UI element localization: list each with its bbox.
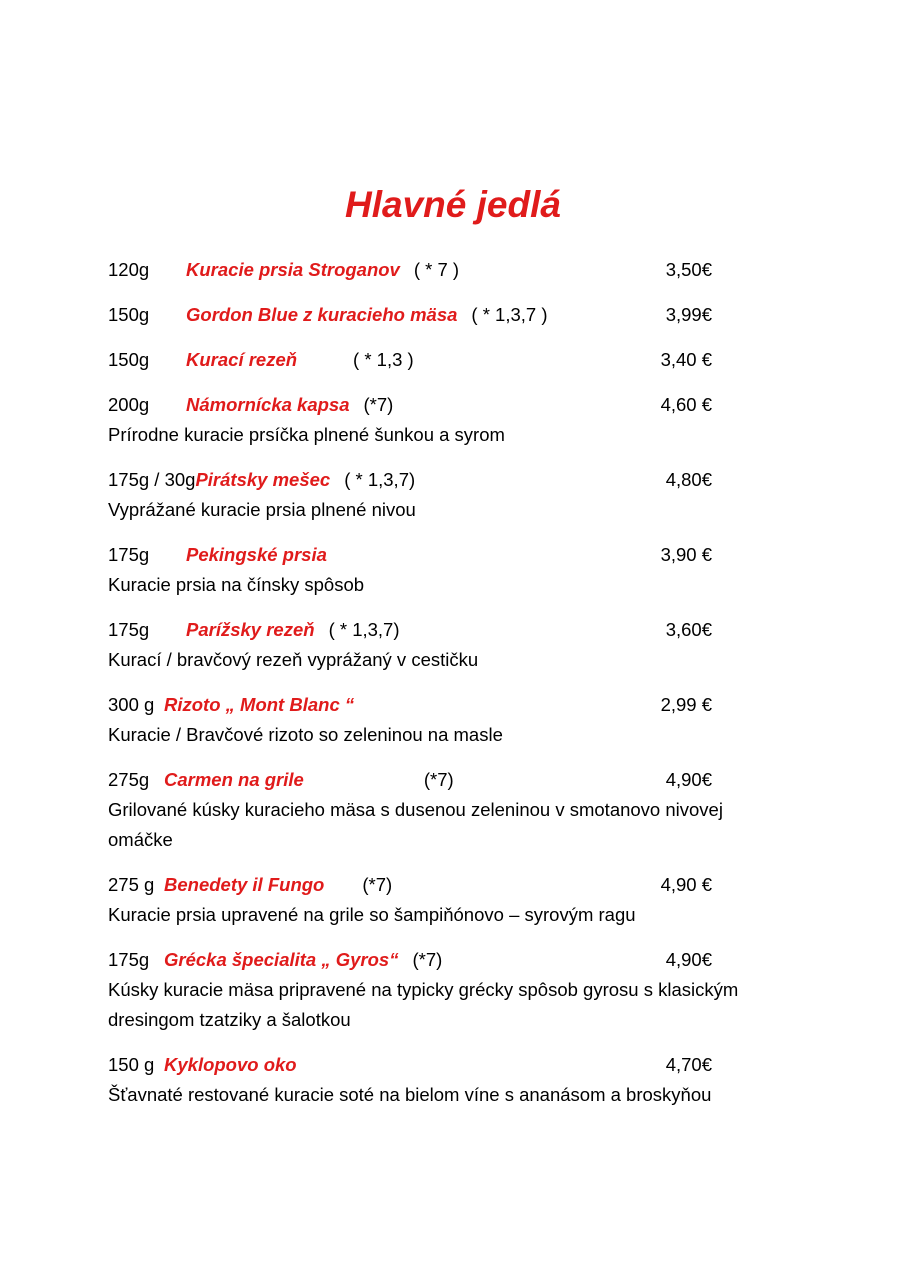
item-price: 4,90€	[665, 769, 712, 790]
item-name: Rizoto „ Mont Blanc “	[164, 694, 355, 715]
item-weight: 200g	[108, 394, 150, 415]
menu-item	[108, 765, 798, 855]
menu-content	[108, 183, 798, 1125]
menu-item-head	[108, 945, 712, 975]
menu-item-head	[108, 690, 712, 720]
item-weight: 150g	[108, 304, 150, 325]
item-price: 3,40 €	[660, 349, 712, 370]
item-price: 4,80€	[665, 469, 712, 490]
item-allergens: ( * 1,3,7)	[344, 469, 416, 490]
menu-item	[108, 345, 798, 375]
item-weight: 120g	[108, 259, 150, 280]
item-name: Námornícka kapsa	[186, 394, 350, 415]
item-description: Prírodne kuracie prsíčka plnené šunkou a syrom	[108, 424, 505, 445]
menu-item-head	[108, 870, 712, 900]
item-weight: 150g	[108, 349, 150, 370]
item-description: Grilované kúsky kuracieho mäsa s dusenou zeleninou v smotanovo nivovej omáčke	[108, 799, 723, 850]
menu-item	[108, 540, 798, 600]
item-weight: 175g	[108, 619, 150, 640]
item-weight: 275g	[108, 769, 150, 790]
item-description: Šťavnaté restované kuracie soté na bielom víne s ananásom a broskyňou	[108, 1084, 712, 1105]
menu-item-head	[108, 300, 712, 330]
item-allergens: ( * 1,3,7)	[328, 619, 400, 640]
item-allergens: ( * 1,3 )	[353, 349, 414, 370]
item-allergens: (*7)	[362, 874, 393, 895]
item-name: Carmen na grile	[164, 769, 304, 790]
item-description: Kurací / bravčový rezeň vyprážaný v cestičku	[108, 649, 479, 670]
menu-item	[108, 945, 798, 1035]
menu-item	[108, 615, 798, 675]
item-price: 3,99€	[665, 304, 712, 325]
item-name: Pekingské prsia	[186, 544, 327, 565]
item-weight: 150 g	[108, 1054, 155, 1075]
item-price: 3,50€	[665, 259, 712, 280]
item-allergens: (*7)	[412, 949, 443, 970]
item-allergens: ( * 7 )	[413, 259, 460, 280]
menu-item-head	[108, 615, 712, 645]
item-weight: 275 g	[108, 874, 155, 895]
item-allergens: ( * 1,3,7 )	[471, 304, 548, 325]
item-name: Gordon Blue z kuracieho mäsa	[186, 304, 458, 325]
item-description: Kuracie prsia na čínsky spôsob	[108, 574, 365, 595]
menu-item	[108, 870, 798, 930]
item-name: Pirátsky mešec	[195, 469, 331, 490]
menu-item-head	[108, 390, 712, 420]
item-price: 3,90 €	[660, 544, 712, 565]
menu-items-list	[108, 255, 798, 1110]
item-name: Kuracie prsia Stroganov	[186, 259, 400, 280]
menu-item	[108, 300, 798, 330]
item-description: Kuracie / Bravčové rizoto so zeleninou na masle	[108, 724, 503, 745]
page-title: Hlavné jedlá	[345, 184, 561, 225]
item-price: 4,60 €	[660, 394, 712, 415]
item-price: 4,90 €	[660, 874, 712, 895]
menu-item-head	[108, 1050, 712, 1080]
item-name: Kurací rezeň	[186, 349, 298, 370]
item-price: 3,60€	[665, 619, 712, 640]
menu-item	[108, 465, 798, 525]
menu-item-head	[108, 255, 712, 285]
item-name: Benedety il Fungo	[164, 874, 325, 895]
item-description: Kúsky kuracie mäsa pripravené na typicky grécky spôsob gyrosu s klasickým dresingom tzatziky a šalotkou	[108, 979, 739, 1030]
item-name: Grécka špecialita „ Gyros“	[164, 949, 399, 970]
menu-item	[108, 390, 798, 450]
item-name: Kyklopovo oko	[164, 1054, 297, 1075]
item-allergens: (*7)	[363, 394, 394, 415]
item-price: 4,90€	[665, 949, 712, 970]
item-description: Kuracie prsia upravené na grile so šampiňónovo – syrovým ragu	[108, 904, 636, 925]
item-price: 4,70€	[665, 1054, 712, 1075]
menu-item-head	[108, 765, 712, 795]
item-weight: 175g / 30g	[108, 469, 196, 490]
item-weight: 175g	[108, 544, 150, 565]
item-allergens: (*7)	[423, 769, 454, 790]
item-weight: 175g	[108, 949, 150, 970]
menu-item-head	[108, 540, 712, 570]
menu-item	[108, 255, 798, 285]
item-name: Parížsky rezeň	[186, 619, 315, 640]
item-weight: 300 g	[108, 694, 155, 715]
menu-item	[108, 1050, 798, 1110]
item-description: Vyprážané kuracie prsia plnené nivou	[108, 499, 416, 520]
item-price: 2,99 €	[660, 694, 712, 715]
menu-item-head	[108, 345, 712, 375]
menu-item	[108, 690, 798, 750]
menu-item-head	[108, 465, 712, 495]
